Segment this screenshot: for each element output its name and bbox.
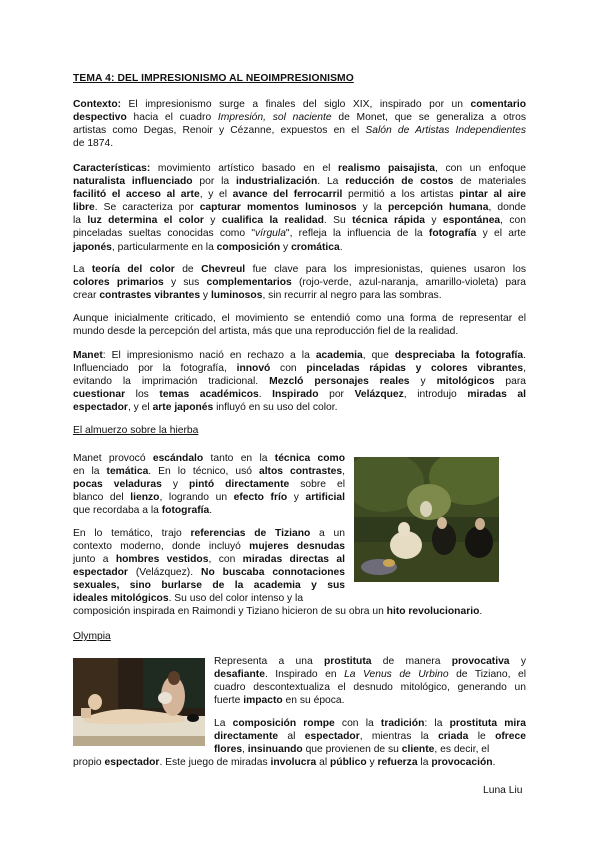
body-text: pinceladas sueltas conocidas como " [73,228,256,240]
bold-text: ofrece [495,731,526,743]
bold-text: provocación [431,757,493,768]
olympia-painting-image [73,658,205,746]
bold-text: complementarios [206,277,292,289]
body-text: la [73,215,88,227]
text-line [73,201,526,214]
teoria-color-paragraph [73,263,526,302]
bold-text: ideales mitológicos [73,593,169,605]
body-text: Representa a una [214,656,325,667]
body-text: artistas como Degas, Renoir y Cézanne, expuestos en el [73,125,366,137]
aunque-paragraph [73,312,526,338]
caracteristicas-paragraph [73,162,526,254]
body-text: de materiales [453,176,526,188]
body-text: En lo temático, trajo [73,528,191,539]
body-text: , y el [127,402,153,414]
bold-text: cromática [291,241,340,253]
text-line [73,111,526,124]
bold-text: Mezcló personajes reales [269,376,410,388]
bold-text: Características: [73,163,151,174]
contexto-paragraph [73,98,526,150]
body-text: blanco del [73,492,131,504]
bold-text: pintó directamente [188,479,290,491]
bold-text: escándalo [152,453,204,464]
body-text: ", refleja la influencia de la [285,228,429,240]
body-text: , donde [488,202,526,214]
bold-text: despectivo [73,112,127,124]
bold-text: realismo paisajista [338,163,435,174]
bold-text: refuerza [377,757,418,768]
bold-text: miradas al [467,389,526,401]
body-text: Influenciado por la fotografía, [73,363,237,375]
body-text: , sin recurrir al negro para las sombras. [262,290,442,302]
body-text: y [409,376,437,388]
bold-text: técnica rápida [352,215,425,227]
bold-text: provocativa [451,656,510,667]
body-text: al [278,731,305,743]
text-line [73,263,526,276]
text-line [73,465,345,478]
text-line [73,312,526,325]
text-line [214,655,526,668]
bold-text: pocas veladuras [73,479,162,491]
manet-paragraph [73,349,526,414]
body-text: , logrando un [159,492,234,504]
bold-text: espectador [73,567,128,579]
bold-text: teoría del color [91,264,175,275]
bold-text: No buscaba connotaciones [201,567,345,579]
bold-text: fotografía [428,228,477,240]
author-signature: Luna Liu [483,785,523,796]
text-line [73,162,526,175]
text-line [73,137,526,150]
bold-text: prostituta mira [449,718,526,729]
body-text: de manera [371,656,452,667]
bold-text: mujeres desnudas [249,541,345,553]
bold-text: luminosos [210,290,263,302]
bold-text: involucra [270,757,317,768]
bold-text: flores [214,744,243,756]
bold-text: espectador [304,731,360,743]
bold-text: prostituta [324,656,372,667]
text-line [73,227,526,240]
body-text: , [342,466,345,478]
body-text: crear [73,290,100,302]
bold-text: lienzo [130,492,160,504]
body-text: por la [192,176,236,188]
almuerzo-paragraph-1 [73,452,345,517]
bold-text: desafiante [214,669,265,681]
bold-text: hito revolucionario [386,606,480,617]
body-text: y [287,492,306,504]
text-line [73,214,526,227]
body-text: en su época. [282,695,345,707]
text-line [73,388,526,401]
document-title: TEMA 4: DEL IMPRESIONISMO AL NEOIMPRESIONISMO [73,73,354,84]
bold-text: criada [438,731,469,743]
body-text: , introdujo [403,389,468,401]
text-line [73,605,526,618]
body-text: y [366,757,378,768]
text-line [73,504,345,517]
olympia-paragraph-1 [214,655,526,707]
text-line [73,756,526,769]
text-line [73,124,526,137]
bold-text: temas académicos [159,389,259,401]
text-line [73,98,526,111]
bold-text: Contexto: [73,99,122,110]
bold-text: Manet [73,350,103,361]
bold-text: facilitó el acceso al arte [73,189,200,201]
body-text: y la [356,202,388,214]
text-line [73,553,345,566]
bold-text: espectador [73,402,128,414]
body-text: mundo desde la percepción del artista, más que una reproducción fiel de la realidad. [73,326,459,338]
body-text: Manet provocó [73,453,153,464]
text-line [214,730,526,743]
italic-text: vírgula [255,228,286,240]
body-text: , particularmente en la [111,241,217,253]
body-text: . Este juego de miradas [159,757,271,768]
almuerzo-painting-image [354,457,499,582]
body-text: cuadro descontextualiza el desnudo mitológico, generando un [214,682,526,694]
text-line [73,452,345,465]
body-text: y sus [163,277,207,289]
body-text: , que [362,350,395,361]
body-text: fuerte [214,695,244,707]
body-text: y [161,479,189,491]
text-line [73,289,526,302]
almuerzo-heading: El almuerzo sobre la hierba [73,425,199,436]
text-line [214,694,526,707]
body-text: que provienen de su [302,744,402,756]
body-text: junto a [73,554,116,566]
body-text: y [424,215,443,227]
bold-text: reducción de costos [345,176,454,188]
body-text: para [494,376,526,388]
body-text: la [417,757,432,768]
text-line [73,241,526,254]
body-text: tanto en la [203,453,275,464]
bold-text: insinuando [247,744,303,756]
body-text: . Su uso del color intenso y la [168,593,304,605]
text-line [73,276,526,289]
body-text: (rojo-verde, azul-naranja, amarillo-violeta) para [291,277,526,289]
body-text: contexto moderno, donde incluyó [73,541,250,553]
bold-text: pintar al aire [459,189,526,201]
bold-text: técnica como [274,453,346,464]
bold-text: composición rompe [232,718,335,729]
body-text: Aunque inicialmente criticado, el movimiento se entendió como una forma de representar el [73,313,526,324]
body-text: . [258,389,273,401]
body-text: de 1874. [73,138,114,150]
body-text: y [200,290,211,302]
bold-text: sexuales, sino burlarse de la academia y sus [73,580,345,592]
text-line [73,325,526,338]
body-text: con [270,363,307,375]
body-text: El impresionismo surge a finales del siglo XIX, inspirado por un [121,99,471,110]
body-text: sobre el [289,479,345,491]
body-text: . Su [323,215,353,227]
body-text: y el arte [476,228,526,240]
bold-text: avance del ferrocarril [232,189,343,201]
body-text: . La [317,176,346,188]
bold-text: japonés [73,241,112,253]
text-line [73,478,345,491]
text-line [214,681,526,694]
body-text: movimiento artístico basado en el [150,163,339,174]
bold-text: Velázquez [354,389,404,401]
body-text: , [523,363,526,375]
bold-text: academia [315,350,363,361]
body-text: . [523,350,526,361]
body-text: los [125,389,160,401]
bold-text: comentario [470,99,526,110]
bold-text: Chevreul [201,264,246,275]
text-line [73,491,345,504]
text-line [73,592,345,605]
body-text: , y el [199,189,233,201]
body-text: de Monet, que se generaliza a otros [331,112,526,124]
body-text: influyó en su uso del color. [213,402,338,414]
bold-text: mitológicos [436,376,495,388]
body-text: le [468,731,496,743]
body-text: al [316,757,331,768]
body-text: : la [424,718,450,729]
bold-text: industrialización [236,176,318,188]
text-line [73,188,526,201]
bold-text: pinceladas rápidas y colores vibrantes [306,363,524,375]
olympia-paragraph-2-end [73,756,526,769]
body-text: . [492,757,496,768]
body-text: evitando la imprimación tradicional. [73,376,270,388]
bold-text: fotografía [161,505,210,517]
bold-text: naturalista influenciado [73,176,193,188]
body-text: fue clave para los impresionistas, quienes usaron los [245,264,526,275]
body-text: . [339,241,343,253]
body-text: , es decir, el [434,744,490,756]
bold-text: cliente [401,744,435,756]
body-text: en la [73,466,107,478]
italic-text: Salón de Artistas Independientes [365,125,526,137]
body-text: , con un enfoque [434,163,526,174]
bold-text: capturar momentos luminosos [199,202,357,214]
text-line [73,579,345,592]
body-text: a un [310,528,345,539]
body-text: , [242,744,248,756]
bold-text: público [330,757,367,768]
body-text: permitió a los artistas [342,189,460,201]
bold-text: percepción humana [387,202,489,214]
bold-text: Inspirado [272,389,319,401]
bold-text: temática [106,466,149,478]
body-text: que recordaba a la [73,505,162,517]
body-text: . Se caracteriza por [94,202,200,214]
body-text: , con [500,215,527,227]
body-text: composición inspirada en Raimondi y Tiziano hicieron de su obra un [73,606,387,617]
bold-text: cualifica la realidad [221,215,324,227]
bold-text: impacto [243,695,283,707]
text-line [73,401,526,414]
bold-text: altos contrastes [258,466,343,478]
body-text: con la [334,718,381,729]
body-text: : El impresionismo nació en rechazo a la [102,350,316,361]
bold-text: espectador [104,757,160,768]
bold-text: tradición [380,718,425,729]
body-text: propio [73,757,105,768]
body-text: y [509,656,526,667]
bold-text: libre [73,202,95,214]
body-text: . [209,505,213,517]
body-text: La [214,718,233,729]
body-text: , mientras la [359,731,439,743]
text-line [73,540,345,553]
body-text: (Velázquez). [127,567,202,579]
italic-text: Impresión, sol naciente [217,112,332,124]
olympia-heading: Olympia [73,631,111,642]
body-text: . [479,606,483,617]
text-line [73,566,345,579]
bold-text: innovó [236,363,271,375]
text-line [214,668,526,681]
bold-text: colores primarios [73,277,164,289]
body-text: La [73,264,92,275]
bold-text: composición [216,241,281,253]
body-text: hacia el cuadro [126,112,218,124]
bold-text: despreciaba la fotografía [394,350,524,361]
olympia-paragraph-2 [214,717,526,756]
text-line [214,743,526,756]
bold-text: contrastes vibrantes [99,290,201,302]
text-line [73,175,526,188]
text-line [214,717,526,730]
body-text: . Inspirado en [264,669,345,681]
bold-text: hombres vestidos [115,554,209,566]
body-text: por [318,389,355,401]
bold-text: efecto frío [233,492,288,504]
text-line [73,375,526,388]
body-text: y [280,241,292,253]
bold-text: referencias de Tiziano [190,528,311,539]
bold-text: cuestionar [73,389,126,401]
bold-text: espontánea [442,215,501,227]
bold-text: miradas directas al [242,554,345,566]
body-text: y [203,215,222,227]
body-text: , con [208,554,243,566]
bold-text: arte japonés [152,402,214,414]
text-line [73,527,345,540]
body-text: de Tiziano, el [448,669,526,681]
italic-text: La Venus de Urbino [344,669,449,681]
bold-text: artificial [305,492,345,504]
almuerzo-paragraph-2 [73,527,345,606]
text-line [73,362,526,375]
almuerzo-paragraph-2-end [73,605,526,618]
body-text: de [174,264,202,275]
text-line [73,349,526,362]
bold-text: luz determina el color [87,215,204,227]
bold-text: directamente [214,731,279,743]
body-text: . En lo técnico, usó [148,466,259,478]
